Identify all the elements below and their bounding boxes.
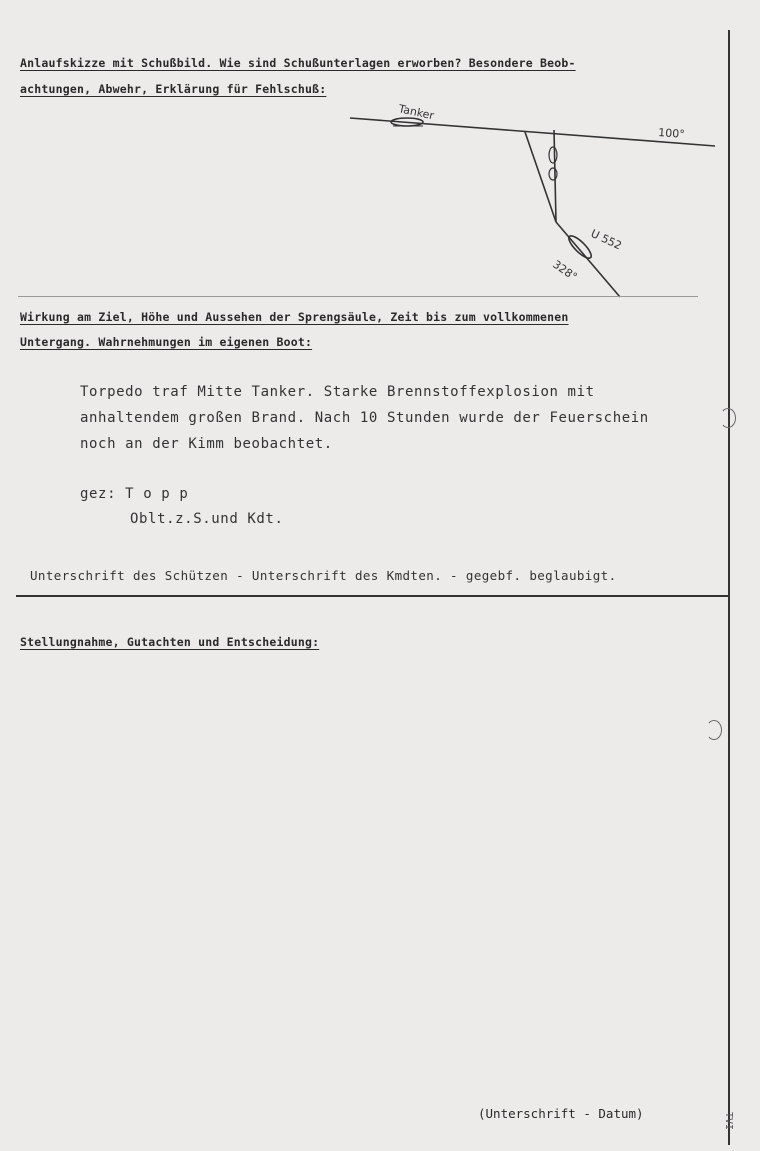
margin-code: TVI — [723, 1112, 734, 1131]
boat-course-line — [556, 222, 620, 297]
approach-header-line-2: achtungen, Abwehr, Erklärung für Fehlschuß: — [20, 82, 327, 96]
effect-header-line-1: Wirkung am Ziel, Höhe und Aussehen der Sprengsäule, Zeit bis zum vollkommenen — [20, 310, 569, 324]
approach-sketch — [340, 90, 720, 305]
right-margin-rule — [728, 30, 730, 1145]
effect-text-line-2: anhaltendem großen Brand. Nach 10 Stunden wurde der Feuerschein — [80, 410, 649, 426]
punch-hole-top — [720, 408, 736, 428]
approach-header-line-1: Anlaufskizze mit Schußbild. Wie sind Schußunterlagen erworben? Besondere Beob- — [20, 56, 576, 70]
boat-course-label: 328° — [550, 257, 580, 284]
section-divider — [16, 595, 730, 597]
opinion-header: Stellungnahme, Gutachten und Entscheidung: — [20, 635, 320, 649]
signature-date-label: (Unterschrift - Datum) — [478, 1106, 644, 1121]
uboat-label: U 552 — [588, 226, 624, 253]
signature-row: Unterschrift des Schützen - Unterschrift des Kmdten. - gegebf. beglaubigt. — [30, 568, 617, 583]
effect-text-line-3: noch an der Kimm beobachtet. — [80, 436, 333, 452]
tanker-label: Tanker — [397, 102, 436, 123]
signature-gez: gez: T o p p — [80, 486, 189, 502]
effect-header-line-2: Untergang. Wahrnehmungen im eigenen Boot: — [20, 335, 313, 349]
divider-faint — [18, 296, 698, 297]
torpedo-track-line — [525, 132, 556, 222]
punch-hole-bottom — [706, 720, 722, 740]
torpedo-marker — [549, 147, 557, 163]
signature-rank: Oblt.z.S.und Kdt. — [130, 511, 284, 527]
effect-text-line-1: Torpedo traf Mitte Tanker. Starke Brennstoffexplosion mit — [80, 384, 595, 400]
target-course-label: 100° — [657, 126, 686, 141]
